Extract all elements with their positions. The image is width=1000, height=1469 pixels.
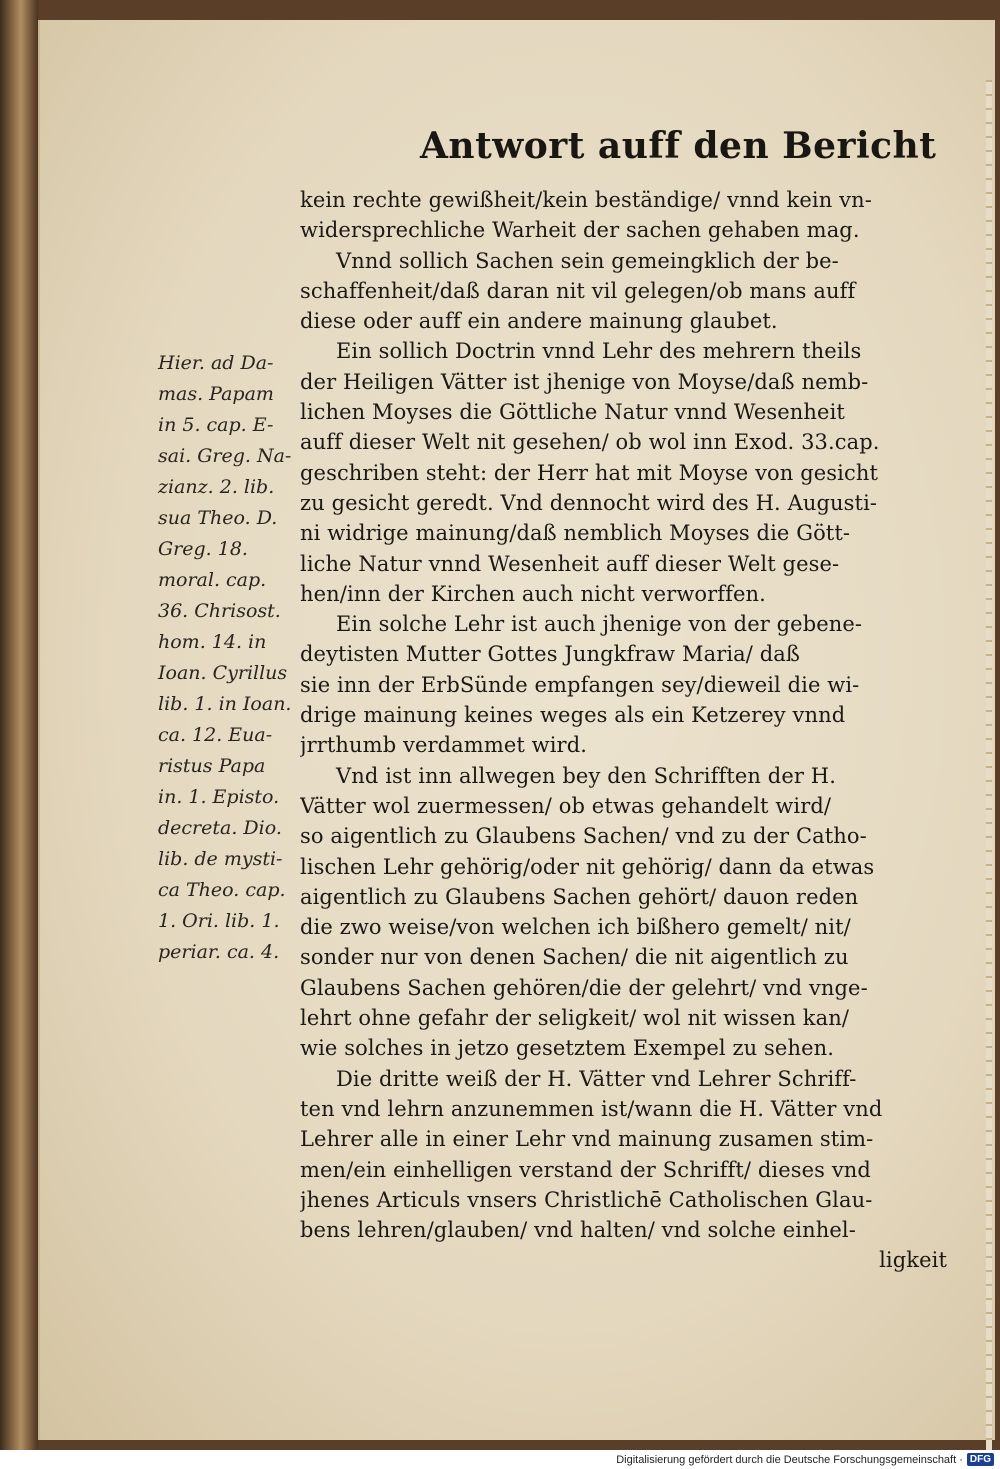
dfg-logo-icon: DFG <box>967 1453 994 1466</box>
margin-note-line: Hier. ad Da- <box>158 352 274 374</box>
text-line: Lehrer alle in einer Lehr vnd mainung zusamen stim- <box>300 1127 874 1152</box>
text-line: so aigentlich zu Glaubens Sachen/ vnd zu der Catho- <box>300 824 867 849</box>
text-line: hen/inn der Kirchen auch nicht verworffen. <box>300 581 766 606</box>
text-line: drige mainung keines weges als ein Ketzerey vnnd <box>300 703 846 728</box>
margin-note-line: 36. Chrisost. <box>158 600 281 622</box>
text-line: Vnnd sollich Sachen sein gemeingklich der be- <box>336 248 839 273</box>
margin-note-line: Ioan. Cyrillus <box>158 662 288 684</box>
text-line: jhenes Articuls vnsers Christlichē Catholischen Glau- <box>300 1187 873 1212</box>
funding-credit: Digitalisierung gefördert durch die Deutsche Forschungsgemeinschaft · <box>616 1453 963 1466</box>
text-line: sie inn der ErbSünde empfangen sey/dieweil die wi- <box>300 672 860 697</box>
text-line: der Heiligen Vätter ist jhenige von Moyse/daß nemb- <box>300 369 869 394</box>
color-ruler-strip <box>986 80 992 1460</box>
margin-note-line: 1. Ori. lib. 1. <box>158 910 280 932</box>
running-head: Antwort auff den Bericht <box>420 125 937 167</box>
book-binding-edge <box>0 0 38 1450</box>
text-line: Glaubens Sachen gehören/die der gelehrt/ vnd vnge- <box>300 975 868 1000</box>
text-line: auff dieser Welt nit gesehen/ ob wol inn Exod. 33.cap. <box>300 430 880 455</box>
text-line: Ein sollich Doctrin vnnd Lehr des mehrern theils <box>336 339 862 364</box>
margin-note-line: Greg. 18. <box>158 538 248 560</box>
margin-note-line: sai. Greg. Na- <box>158 445 292 467</box>
margin-note-line: in. 1. Episto. <box>158 786 280 808</box>
text-line: ni widrige mainung/daß nemblich Moyses die Gött- <box>300 521 851 546</box>
text-line: deytisten Mutter Gottes Jungkfraw Maria/ daß <box>300 642 801 667</box>
text-line: jrrthumb verdammet wird. <box>300 733 588 758</box>
margin-note-line: ca. 12. Eua- <box>158 724 273 746</box>
text-line: Vnd ist inn allwegen bey den Schrifften der H. <box>336 763 836 788</box>
margin-note-line: zianz. 2. lib. <box>158 476 275 498</box>
text-line: sonder nur von denen Sachen/ die nit aigentlich zu <box>300 945 849 970</box>
text-line: zu gesicht geredt. Vnd dennocht wird des H. Augusti- <box>300 490 878 515</box>
text-line: aigentlich zu Glaubens Sachen gehört/ dauon reden <box>300 884 859 909</box>
margin-note-line: lib. de mysti- <box>158 848 283 870</box>
text-line: lischen Lehr gehörig/oder nit gehörig/ dann da etwas <box>300 854 875 879</box>
text-line: ten vnd lehrn anzunemmen ist/wann die H. Vätter vnd <box>300 1096 883 1121</box>
margin-note-line: moral. cap. <box>158 569 267 591</box>
text-line: liche Natur vnnd Wesenheit auff dieser Welt gese- <box>300 551 840 576</box>
text-line: lichen Moyses die Göttliche Natur vnnd Wesenheit <box>300 400 845 425</box>
text-line: Vätter wol zuermessen/ ob etwas gehandelt wird/ <box>300 793 832 818</box>
text-line: Ein solche Lehr ist auch jhenige von der gebene- <box>336 612 863 637</box>
marginal-notes <box>158 348 308 968</box>
text-line: men/ein einhelligen verstand der Schrifft/ dieses vnd <box>300 1157 871 1182</box>
main-text-block <box>300 185 965 1276</box>
text-line: schaffenheit/daß daran nit vil gelegen/ob mans auff <box>300 278 856 303</box>
margin-note-line: ristus Papa <box>158 755 266 777</box>
catchword: ligkeit <box>879 1248 947 1273</box>
text-line: widersprechliche Warheit der sachen gehaben mag. <box>300 218 860 243</box>
text-line: die zwo weise/von welchen ich bißhero gemelt/ nit/ <box>300 915 851 940</box>
text-line: lehrt ohne gefahr der seligkeit/ wol nit wissen kan/ <box>300 1006 850 1031</box>
margin-note-line: decreta. Dio. <box>158 817 282 839</box>
margin-note-line: hom. 14. in <box>158 631 267 653</box>
text-line: wie solches in jetzo gesetztem Exempel zu sehen. <box>300 1036 835 1061</box>
margin-note-line: in 5. cap. E- <box>158 414 274 436</box>
text-line: Die dritte weiß der H. Vätter vnd Lehrer Schriff- <box>336 1066 857 1091</box>
text-line: bens lehren/glauben/ vnd halten/ vnd solche einhel- <box>300 1218 856 1243</box>
text-line: geschriben steht: der Herr hat mit Moyse von gesicht <box>300 460 878 485</box>
text-line: diese oder auff ein andere mainung glaubet. <box>300 309 778 334</box>
margin-note-line: sua Theo. D. <box>158 507 278 529</box>
margin-note-line: ca Theo. cap. <box>158 879 286 901</box>
text-line: kein rechte gewißheit/kein beständige/ vnnd kein vn- <box>300 188 872 212</box>
margin-note-line: periar. ca. 4. <box>158 941 280 963</box>
footer-bar <box>0 1450 1000 1469</box>
margin-note-line: mas. Papam <box>158 383 274 405</box>
margin-note-line: lib. 1. in Ioan. <box>158 693 292 715</box>
